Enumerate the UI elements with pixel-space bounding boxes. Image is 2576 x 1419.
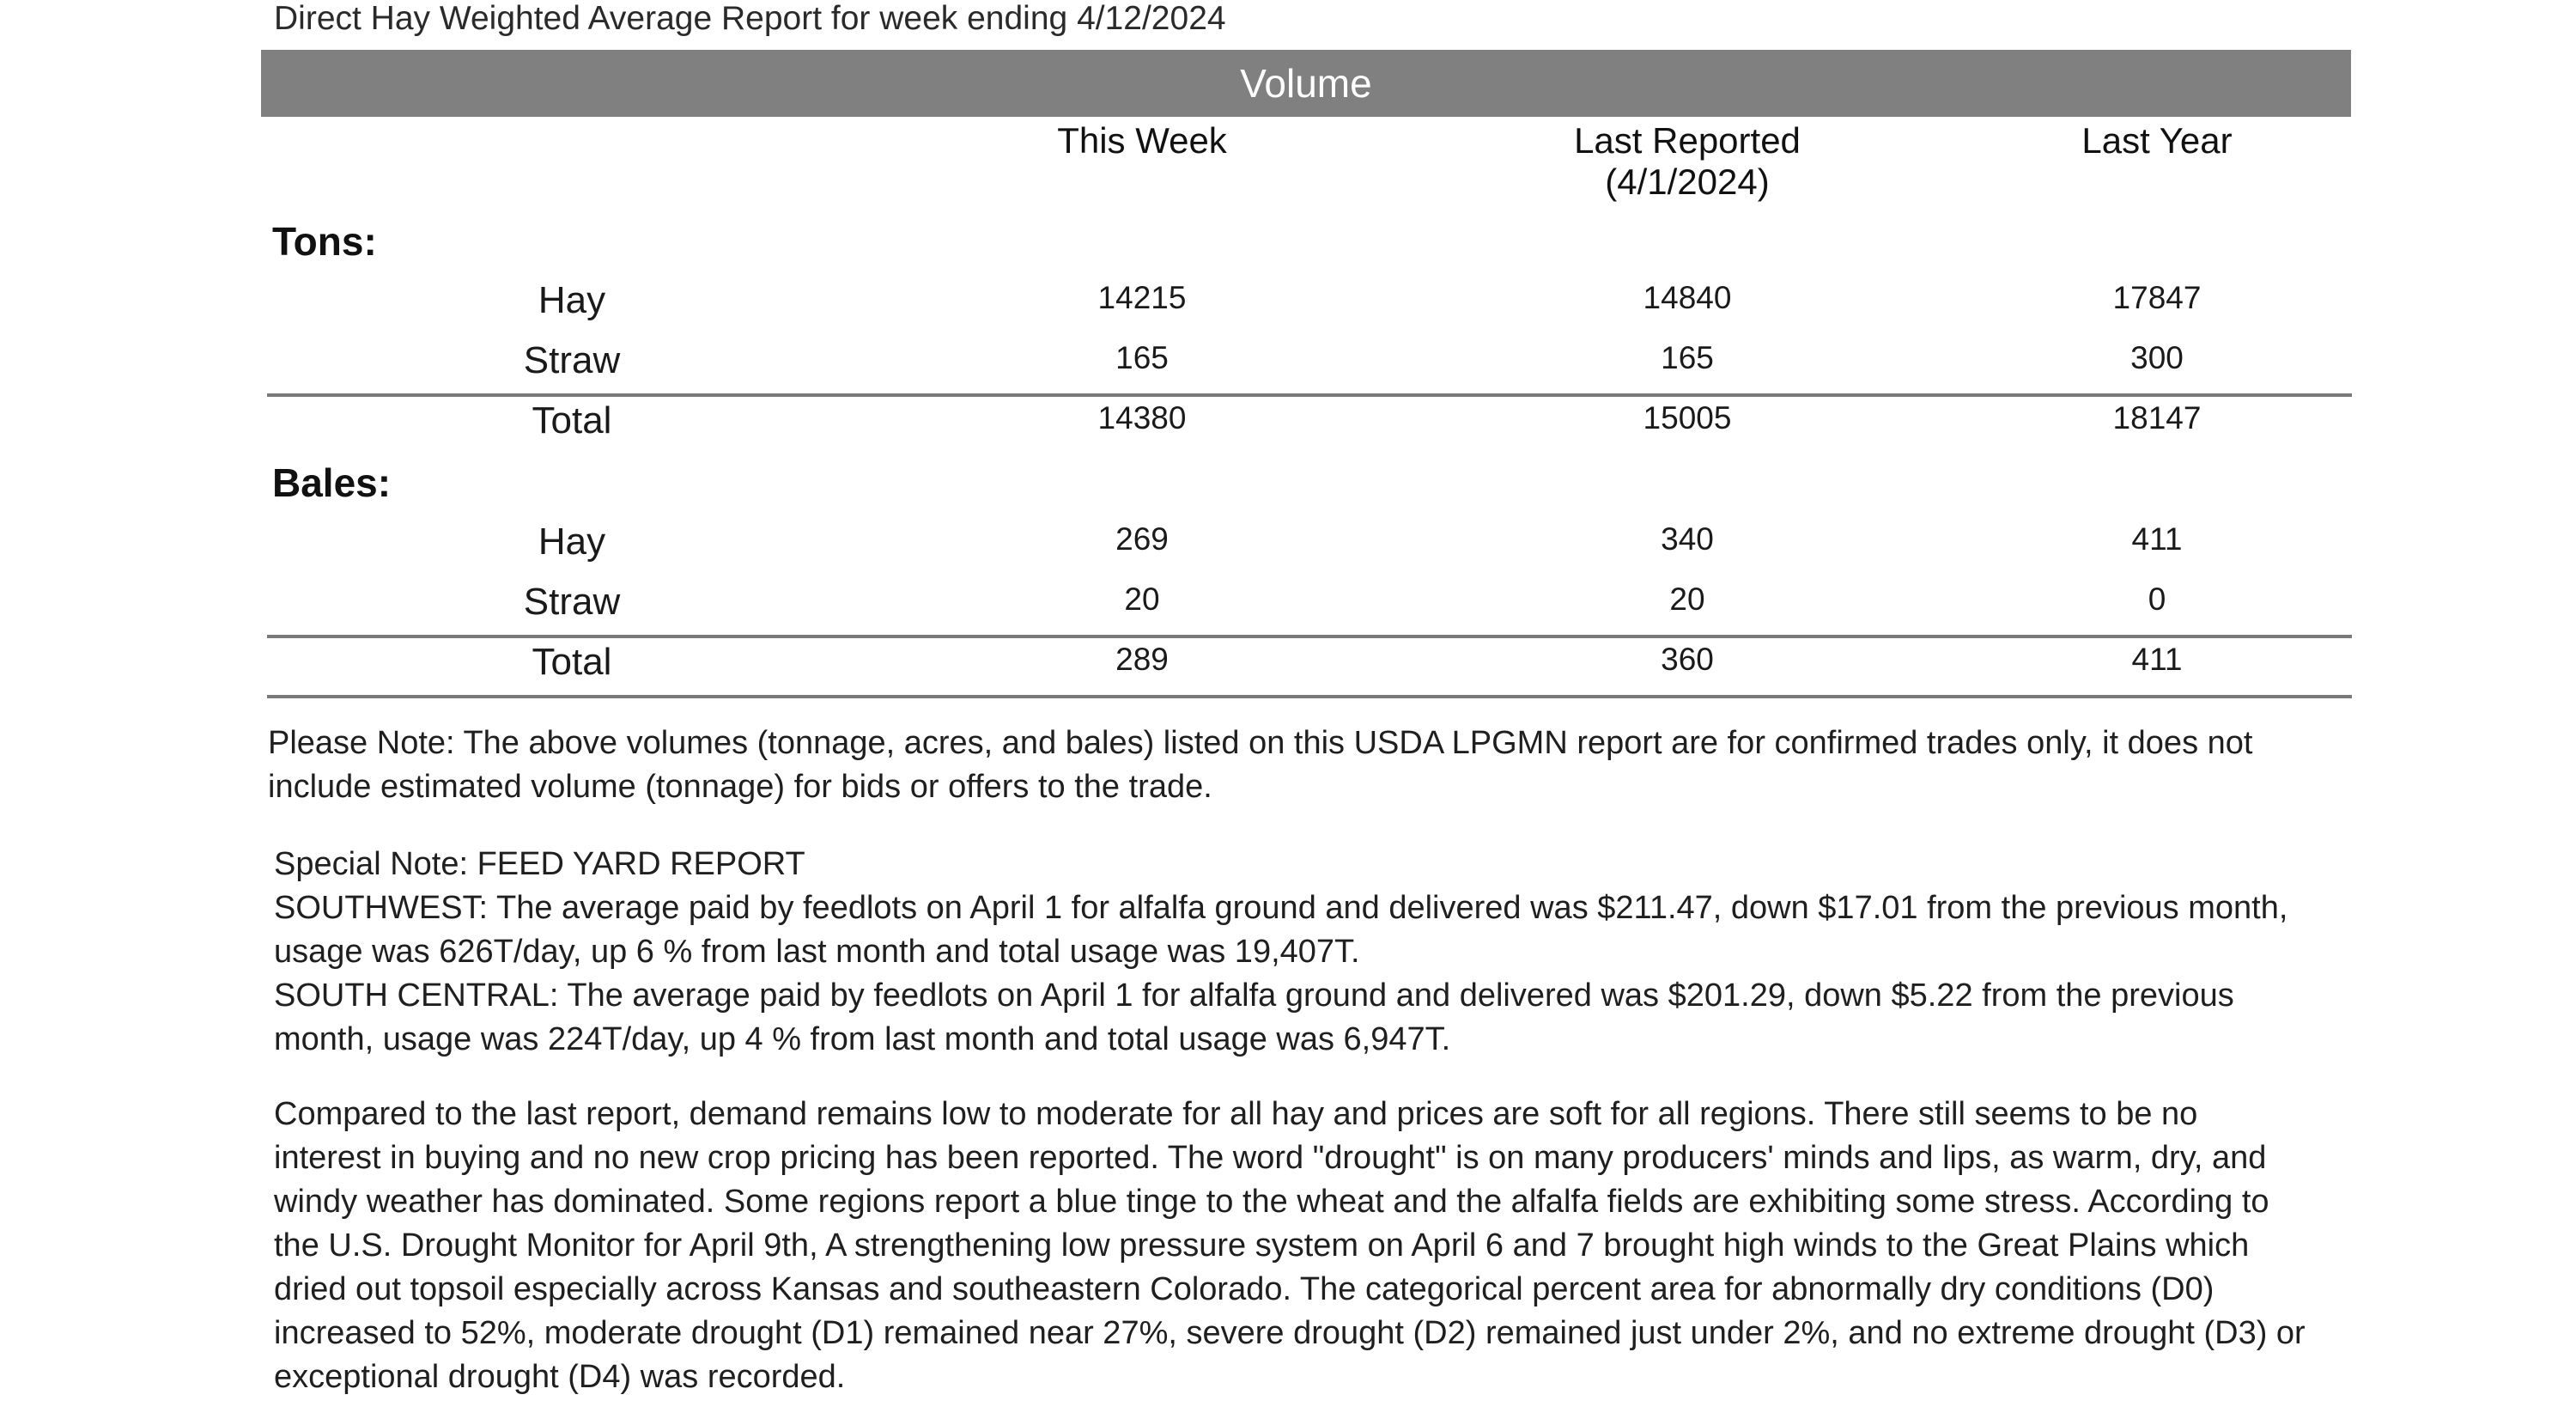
cell-this-week: 269 (1115, 521, 1169, 557)
market-summary (274, 1093, 2306, 1399)
cell-last-year: 18147 (2112, 400, 2202, 435)
market-summary-line: interest in buying and no new crop pricing has been reported. The word "drought" is on many producers' minds and lips, as warm, dry, and (274, 1140, 2267, 1176)
cell-this-week: 289 (1115, 642, 1169, 677)
cell-this-week: 20 (1124, 582, 1160, 617)
market-summary-line: windy weather has dominated. Some regions report a blue tinge to the wheat and the alfalfa fields are exhibiting some stress. According to (274, 1184, 2269, 1220)
special-note-line: SOUTHWEST: The average paid by feedlots on April 1 for alfalfa ground and delivered was $211.47, down $17.01 from the previous month, (274, 890, 2288, 926)
market-summary-line: increased to 52%, moderate drought (D1) remained near 27%, severe drought (D2) remained just under 2%, and no extreme drought (D3) or (274, 1315, 2306, 1351)
column-header-last-year: Last Year (2081, 120, 2233, 161)
cell-last-year: 411 (2131, 521, 2183, 557)
cell-last-year: 17847 (2112, 280, 2202, 315)
special-note-line: SOUTH CENTRAL: The average paid by feedlots on April 1 for alfalfa ground and delivered was $201.29, down $5.22 from the previous (274, 977, 2234, 1014)
row-label: Total (532, 641, 612, 683)
cell-last-reported: 14840 (1643, 280, 1732, 315)
row-label: Total (532, 399, 612, 442)
bales-total-divider (267, 635, 2352, 638)
cell-last-reported: 340 (1661, 521, 1714, 557)
market-summary-line: dried out topsoil especially across Kansas and southeastern Colorado. The categorical percent area for abnormally dry conditions (D0) (274, 1271, 2215, 1307)
cell-last-reported: 360 (1661, 642, 1714, 677)
special-note (274, 843, 2287, 1062)
cell-this-week: 14380 (1097, 400, 1187, 435)
please-note-line: Please Note: The above volumes (tonnage, acres, and bales) listed on this USDA LPGMN report are for confirmed trades only, it does not (268, 725, 2253, 761)
tons-total-divider (267, 393, 2352, 397)
column-header-last-reported (1516, 120, 1859, 203)
cell-last-reported: 20 (1669, 582, 1705, 617)
row-label: Straw (523, 339, 621, 381)
tons-group-label: Tons: (272, 219, 377, 264)
report-title: Direct Hay Weighted Average Report for week ending 4/12/2024 (274, 0, 1226, 37)
cell-this-week: 14215 (1097, 280, 1187, 315)
please-note-line: include estimated volume (tonnage) for bids or offers to the trade. (268, 769, 1212, 805)
market-summary-line: exceptional drought (D4) was recorded. (274, 1359, 846, 1395)
cell-last-year: 411 (2131, 642, 2183, 677)
cell-last-year: 300 (2130, 340, 2184, 375)
special-note-line: Special Note: FEED YARD REPORT (274, 846, 805, 882)
column-header-last-reported-line2: (4/1/2024) (1605, 161, 1770, 202)
cell-last-reported: 165 (1661, 340, 1714, 375)
special-note-line: usage was 626T/day, up 6 % from last month and total usage was 19,407T. (274, 934, 1360, 970)
please-note (268, 722, 2252, 809)
row-label: Hay (538, 521, 606, 563)
bales-group-label: Bales: (272, 460, 392, 505)
cell-last-year: 0 (2148, 582, 2166, 617)
row-label: Hay (538, 279, 606, 321)
cell-this-week: 165 (1115, 340, 1169, 375)
row-label: Straw (523, 581, 621, 623)
volume-section-header: Volume (261, 50, 2351, 117)
special-note-line: month, usage was 224T/day, up 4 % from last month and total usage was 6,947T. (274, 1021, 1451, 1057)
market-summary-line: Compared to the last report, demand remains low to moderate for all hay and prices are soft for all regions. There still seems to be no (274, 1096, 2198, 1132)
column-header-this-week: This Week (1057, 120, 1227, 161)
table-bottom-divider (267, 695, 2352, 698)
column-header-last-reported-line1: Last Reported (1574, 120, 1801, 161)
cell-last-reported: 15005 (1643, 400, 1732, 435)
market-summary-line: the U.S. Drought Monitor for April 9th, A strengthening low pressure system on April 6 and 7 brought high winds to the Great Plains which (274, 1227, 2250, 1264)
